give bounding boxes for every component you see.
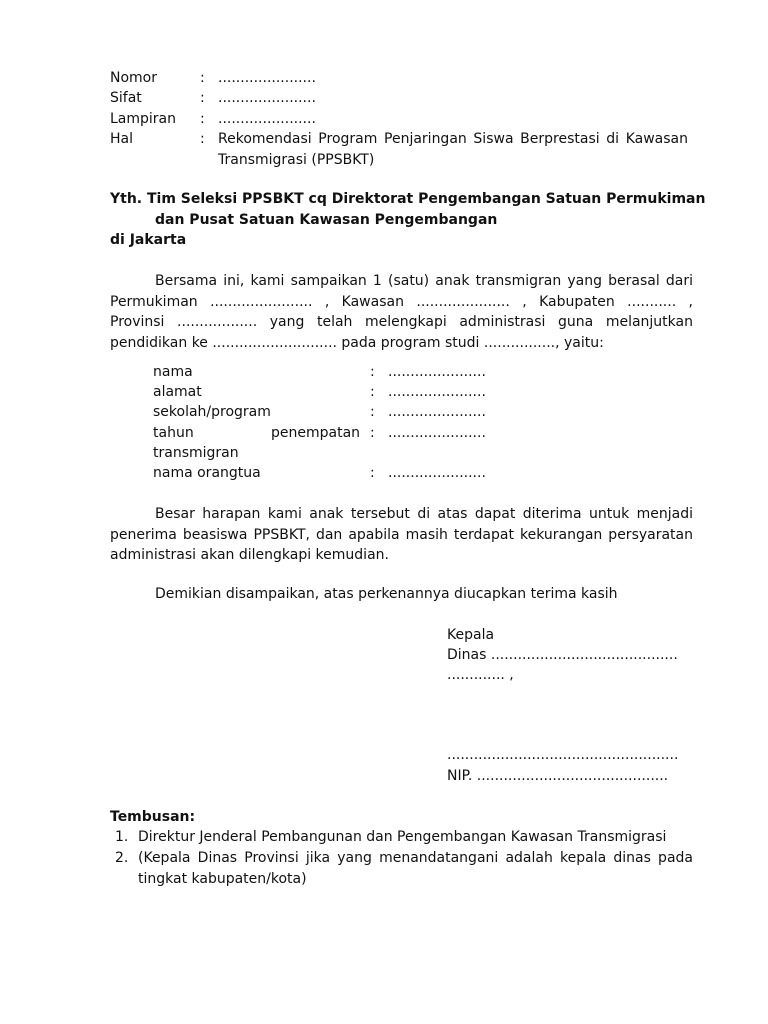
cc-title: Tembusan: [110, 809, 196, 825]
cc-item-2-text [138, 848, 693, 889]
field-tahun-label-b: penempatan [271, 425, 361, 441]
recipient-line2: dan Pusat Satuan Kawasan Pengembangan [155, 212, 498, 228]
field-tahun-label-a: tahun [153, 425, 194, 441]
field-tahun-colon: : [370, 425, 375, 441]
paragraph-hope-line3: administrasi akan dilengkapi kemudian. [110, 547, 389, 563]
signature-dinas: Dinas .......................................... [447, 647, 678, 663]
signature-nip: NIP. ........................................... [447, 768, 669, 784]
nomor-value: ...................... [218, 70, 316, 86]
paragraph-intro-line4: pendidikan ke ............................ pada program studi ................, yaitu: [110, 334, 604, 351]
nomor-colon: : [200, 70, 205, 86]
paragraph-hope-line2: penerima beasiswa PPSBKT, dan apabila masih terdapat kekurangan persyaratan [110, 526, 693, 543]
sifat-colon: : [200, 90, 205, 106]
paragraph-closing: Demikian disampaikan, atas perkenannya diucapkan terima kasih [155, 586, 618, 602]
field-alamat-label: alamat [153, 384, 202, 400]
lampiran-label: Lampiran [110, 111, 177, 127]
signature-name: .................................................... [447, 747, 679, 763]
paragraph-intro [110, 271, 693, 353]
paragraph-intro-line3: Provinsi .................. yang telah melengkapi administrasi guna melanjutkan [110, 314, 693, 330]
field-nama-colon: : [370, 364, 375, 380]
nomor-label: Nomor [110, 70, 157, 86]
cc-item-2-line2: tingkat kabupaten/kota) [138, 870, 307, 887]
sifat-value: ...................... [218, 90, 316, 106]
cc-item-1-number: 1. [115, 829, 129, 845]
field-alamat-value: ...................... [388, 384, 486, 400]
hal-label: Hal [110, 131, 133, 147]
field-orangtua-colon: : [370, 465, 375, 481]
hal-value-line2: Transmigrasi (PPSBKT) [218, 151, 375, 168]
field-alamat-colon: : [370, 384, 375, 400]
hal-value [218, 129, 688, 170]
hal-value-line1: Rekomendasi Program Penjaringan Siswa Berprestasi di Kawasan [218, 131, 688, 147]
signature-place: ............. , [447, 667, 514, 683]
field-sekolah-colon: : [370, 404, 375, 420]
sifat-label: Sifat [110, 90, 142, 106]
recipient-line1: Yth. Tim Seleksi PPSBKT cq Direktorat Pengembangan Satuan Permukiman [110, 191, 706, 207]
cc-item-1-text: Direktur Jenderal Pembangunan dan Pengembangan Kawasan Transmigrasi [138, 829, 667, 845]
field-sekolah-value: ...................... [388, 404, 486, 420]
cc-item-2-number: 2. [115, 850, 129, 866]
lampiran-colon: : [200, 111, 205, 127]
lampiran-value: ...................... [218, 111, 316, 127]
field-orangtua-value: ...................... [388, 465, 486, 481]
field-nama-label: nama [153, 364, 193, 380]
cc-item-2-line1: (Kepala Dinas Provinsi jika yang menandatangani adalah kepala dinas pada [138, 850, 693, 866]
hal-colon: : [200, 131, 205, 147]
field-tahun-label-c: transmigran [153, 445, 239, 461]
field-nama-value: ...................... [388, 364, 486, 380]
field-sekolah-label: sekolah/program [153, 404, 271, 420]
paragraph-hope-line1: Besar harapan kami anak tersebut di atas dapat diterima untuk menjadi [155, 506, 693, 522]
recipient-line3: di Jakarta [110, 232, 187, 248]
paragraph-intro-line1: Bersama ini, kami sampaikan 1 (satu) anak transmigran yang berasal dari [155, 273, 693, 289]
paragraph-intro-line2: Permukiman ....................... , Kawasan ..................... , Kabupaten ........... , [110, 293, 693, 310]
paragraph-hope [110, 504, 693, 566]
field-orangtua-label: nama orangtua [153, 465, 261, 481]
signature-title: Kepala [447, 627, 495, 643]
field-tahun-value: ...................... [388, 425, 486, 441]
